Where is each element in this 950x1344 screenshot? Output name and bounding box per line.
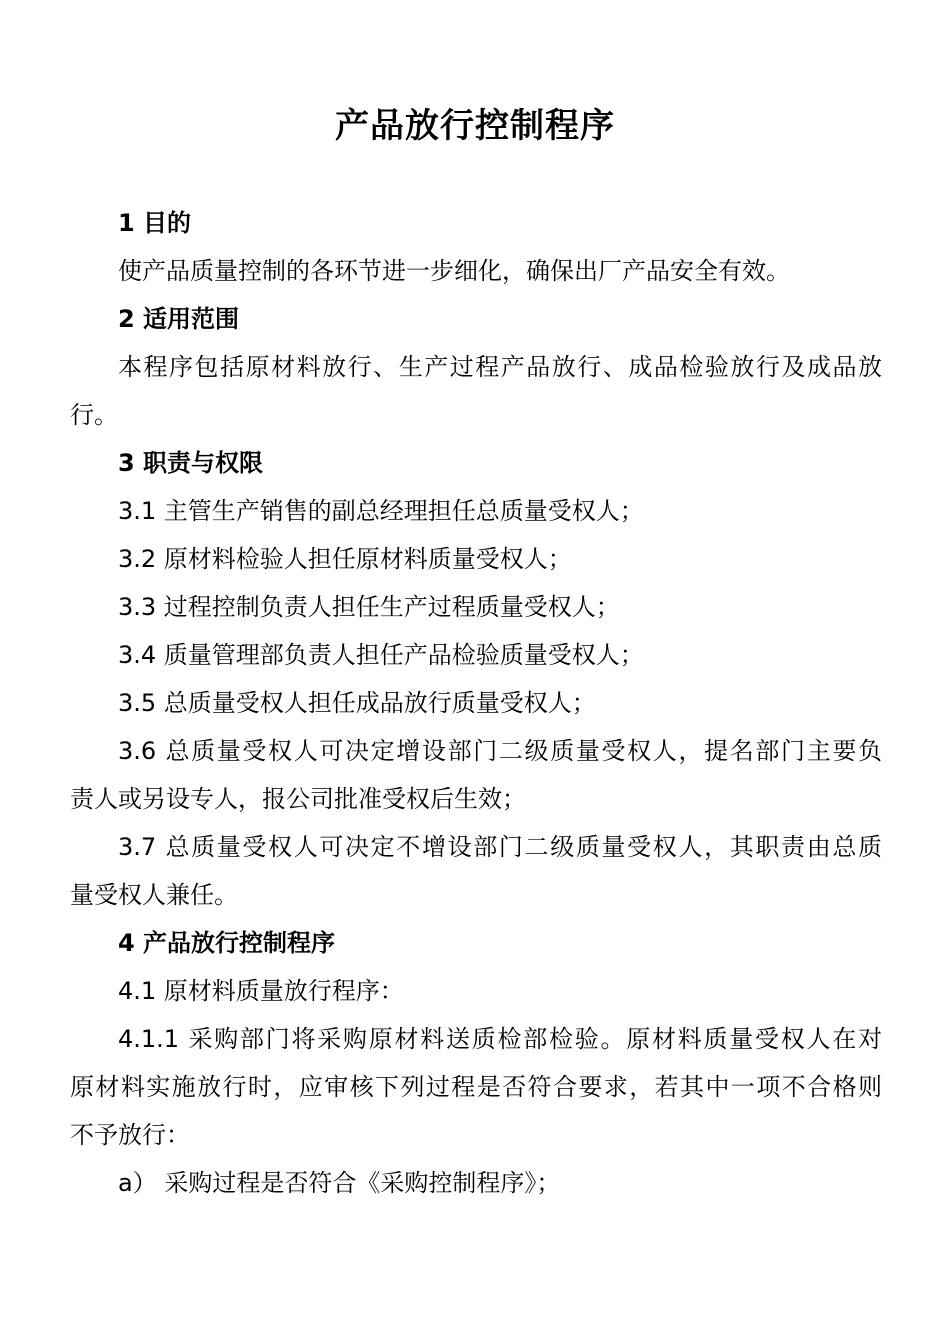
document-title: 产品放行控制程序 [335, 106, 615, 146]
list-item: 4.1 原材料质量放行程序： [118, 977, 404, 1005]
list-item: 3.1 主管生产销售的副总经理担任总质量受权人； [118, 497, 644, 525]
list-item: 3.6 总质量受权人可决定增设部门二级质量受权人，提名部门主要负 [118, 737, 882, 765]
section-heading-scope: 2 适用范围 [118, 305, 240, 333]
paragraph-line: 责人或另设专人，报公司批准受权后生效； [70, 785, 526, 813]
list-item: 3.4 质量管理部负责人担任产品检验质量受权人； [118, 641, 644, 669]
section-heading-release-procedure: 4 产品放行控制程序 [118, 929, 336, 957]
section-heading-responsibilities: 3 职责与权限 [118, 449, 264, 477]
paragraph-line: 量受权人兼任。 [70, 881, 238, 909]
list-item: 4.1.1 采购部门将采购原材料送质检部检验。原材料质量受权人在对 [118, 1025, 882, 1053]
section-heading-purpose: 1 目的 [118, 209, 192, 237]
paragraph-line: 使产品质量控制的各环节进一步细化，确保出厂产品安全有效。 [118, 257, 790, 285]
paragraph-line: 本程序包括原材料放行、生产过程产品放行、成品检验放行及成品放 [118, 353, 882, 381]
list-item: 3.5 总质量受权人担任成品放行质量受权人； [118, 689, 596, 717]
paragraph-line: 行。 [70, 401, 118, 429]
list-item: a） 采购过程是否符合《采购控制程序》； [118, 1169, 561, 1197]
paragraph-line: 原材料实施放行时，应审核下列过程是否符合要求，若其中一项不合格则 [70, 1073, 882, 1101]
list-item: 3.2 原材料检验人担任原材料质量受权人； [118, 545, 572, 573]
paragraph-line: 不予放行： [70, 1121, 190, 1149]
list-item: 3.3 过程控制负责人担任生产过程质量受权人； [118, 593, 620, 621]
list-item: 3.7 总质量受权人可决定不增设部门二级质量受权人，其职责由总质 [118, 833, 882, 861]
